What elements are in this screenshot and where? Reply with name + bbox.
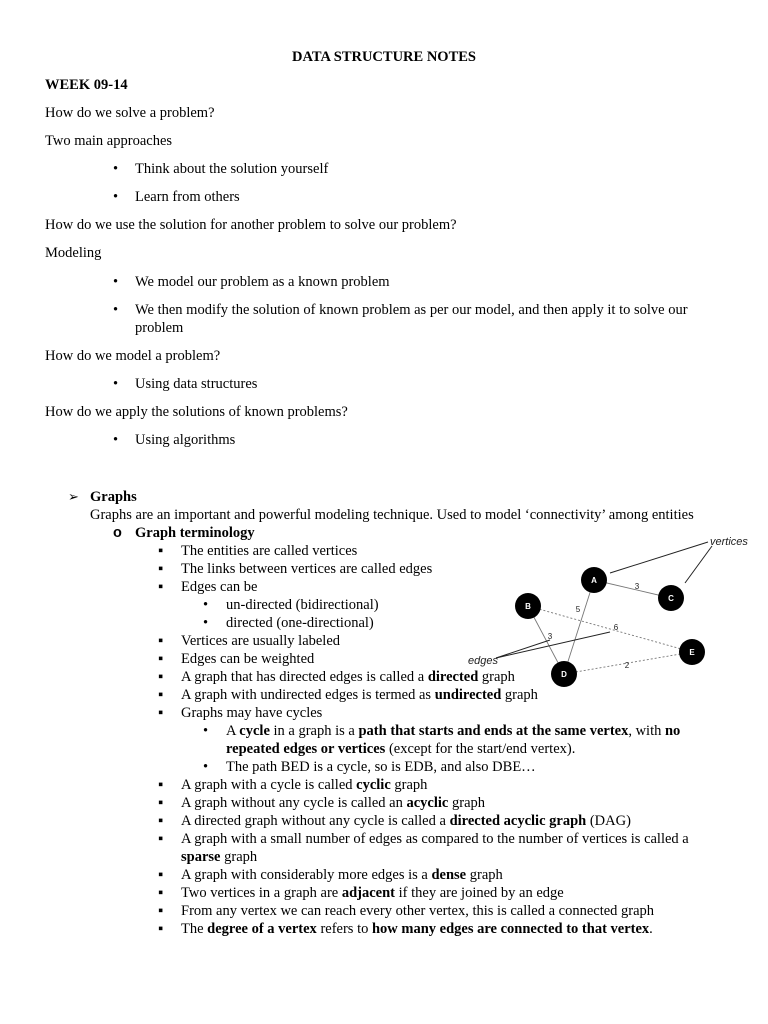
bullet-glyph: • — [203, 759, 209, 775]
square-bullet-icon: ▪ — [158, 795, 164, 811]
bold-term: how many edges are connected to that vertex — [371, 921, 650, 937]
question-apply-solutions: How do we apply the solutions of known problems? — [45, 404, 348, 420]
text-run: A graph that has directed edges is called a — [181, 669, 428, 685]
square-bullet-icon: ▪ — [158, 777, 164, 793]
bold-term: undirected — [434, 687, 502, 703]
text-run: Two vertices in a graph are — [181, 885, 342, 901]
bullet-glyph: • — [203, 597, 209, 613]
term-item — [181, 794, 485, 812]
weight-a-d: 5 — [575, 605, 581, 614]
weight-a-c: 3 — [634, 582, 640, 591]
text-run: A graph with undirected edges is termed as — [181, 687, 435, 703]
weight-b-d: 3 — [547, 632, 553, 641]
term-subitem — [226, 722, 680, 740]
arrow-bullet-icon: ➢ — [68, 489, 79, 504]
square-bullet-icon: ▪ — [158, 633, 164, 649]
text-run: refers to — [316, 921, 372, 937]
question-solve-problem: How do we solve a problem? — [45, 105, 215, 121]
weight-b-e: 6 — [613, 623, 619, 632]
graph-diagram — [460, 528, 760, 698]
bold-term: directed acyclic graph — [449, 813, 587, 829]
bullet-glyph: • — [113, 432, 119, 448]
vertices-pointer-a — [610, 542, 708, 573]
approach-item: Think about the solution yourself — [135, 161, 329, 177]
bold-term: acyclic — [406, 795, 449, 811]
modeling-label: Modeling — [45, 245, 102, 261]
square-bullet-icon: ▪ — [158, 903, 164, 919]
vertex-label-a: A — [591, 576, 597, 585]
square-bullet-icon: ▪ — [158, 561, 164, 577]
approach-item: Learn from others — [135, 189, 240, 205]
graphs-heading: Graphs — [90, 489, 137, 505]
graph-terminology-heading: Graph terminology — [135, 525, 255, 541]
term-item — [181, 866, 503, 884]
bullet-glyph: • — [113, 302, 119, 318]
text-run: in a graph is a — [269, 723, 359, 739]
document-title: DATA STRUCTURE NOTES — [292, 49, 476, 65]
circle-bullet-icon: o — [113, 525, 122, 541]
square-bullet-icon: ▪ — [158, 813, 164, 829]
vertex-label-b: B — [525, 602, 531, 611]
term-item — [181, 812, 631, 830]
text-run: A graph with considerably more edges is a — [181, 867, 432, 883]
term-subitem: The path BED is a cycle, so is EDB, and also DBE… — [226, 759, 536, 775]
vertex-label-e: E — [689, 648, 695, 657]
weight-d-e: 2 — [624, 661, 630, 670]
text-run: A graph with a cycle is called — [181, 777, 357, 793]
term-item — [181, 920, 653, 938]
text-run: if they are joined by an edge — [395, 885, 564, 901]
square-bullet-icon: ▪ — [158, 687, 164, 703]
bold-term: dense — [431, 867, 467, 883]
bullet-glyph: • — [203, 615, 209, 631]
vertex-label-c: C — [668, 594, 674, 603]
vertices-label: vertices — [710, 536, 748, 548]
term-item — [181, 884, 564, 902]
term-item: Edges can be — [181, 579, 258, 595]
text-run: graph — [466, 867, 503, 883]
term-subitem: un-directed (bidirectional) — [226, 597, 379, 613]
bullet-glyph: • — [113, 376, 119, 392]
vertex-label-d: D — [561, 670, 567, 679]
bold-term: directed — [427, 669, 479, 685]
modeling-item-continuation: problem — [135, 320, 184, 336]
model-item: Using data structures — [135, 376, 258, 392]
text-run: The — [181, 921, 208, 937]
edges-label: edges — [468, 655, 498, 667]
term-item-continuation — [181, 848, 257, 866]
bold-term: adjacent — [341, 885, 396, 901]
text-run: graph — [501, 687, 538, 703]
question-model-problem: How do we model a problem? — [45, 348, 221, 364]
approaches-label: Two main approaches — [45, 133, 173, 149]
square-bullet-icon: ▪ — [158, 543, 164, 559]
square-bullet-icon: ▪ — [158, 651, 164, 667]
square-bullet-icon: ▪ — [158, 669, 164, 685]
square-bullet-icon: ▪ — [158, 705, 164, 721]
term-item: The links between vertices are called edges — [181, 561, 433, 577]
term-item: From any vertex we can reach every other vertex, this is called a connected graph — [181, 903, 655, 919]
edge-a-d — [564, 580, 594, 674]
question-reuse-solution: How do we use the solution for another problem to solve our problem? — [45, 217, 457, 233]
term-item: Edges can be weighted — [181, 651, 315, 667]
term-item — [181, 776, 427, 794]
text-run: A graph without any cycle is called an — [181, 795, 407, 811]
bullet-glyph: • — [203, 723, 209, 739]
bullet-glyph: • — [113, 274, 119, 290]
bold-term: degree of a vertex — [207, 921, 317, 937]
text-run: graph — [220, 849, 258, 865]
text-run: , with — [628, 723, 665, 739]
text-run: (DAG) — [586, 813, 631, 829]
text-run: graph — [478, 669, 515, 685]
term-subitem: directed (one-directional) — [226, 615, 374, 631]
square-bullet-icon: ▪ — [158, 885, 164, 901]
text-run: graph — [390, 777, 428, 793]
modeling-item: We then modify the solution of known problem as per our model, and then apply it to solve our — [135, 302, 688, 318]
vertices-pointer-c — [685, 546, 712, 583]
term-subitem-continuation — [226, 740, 575, 758]
bold-term: no — [664, 723, 681, 739]
bold-term: repeated edges or vertices — [226, 741, 386, 757]
term-item: Graphs may have cycles — [181, 705, 323, 721]
term-item: The entities are called vertices — [181, 543, 358, 559]
text-run: A directed graph without any cycle is called a — [181, 813, 450, 829]
week-heading: WEEK 09-14 — [45, 77, 128, 93]
graphs-intro: Graphs are an important and powerful modeling technique. Used to model ‘connectivity’ among entities — [90, 507, 694, 523]
term-item: A graph with a small number of edges as compared to the number of vertices is called a — [181, 831, 689, 847]
square-bullet-icon: ▪ — [158, 921, 164, 937]
text-run: A — [226, 723, 240, 739]
bullet-glyph: • — [113, 189, 119, 205]
modeling-item: We model our problem as a known problem — [135, 274, 390, 290]
square-bullet-icon: ▪ — [158, 831, 164, 847]
bold-term: cycle — [239, 723, 270, 739]
edges-pointer-1 — [496, 640, 550, 658]
text-run: (except for the start/end vertex). — [385, 741, 576, 757]
bold-term: sparse — [181, 849, 221, 865]
term-item: Vertices are usually labeled — [181, 633, 341, 649]
apply-item: Using algorithms — [135, 432, 236, 448]
bold-term: cyclic — [356, 777, 391, 793]
text-run: graph — [448, 795, 486, 811]
text-run: . — [649, 921, 653, 937]
square-bullet-icon: ▪ — [158, 579, 164, 595]
square-bullet-icon: ▪ — [158, 867, 164, 883]
bold-term: path that starts and ends at the same vertex — [358, 723, 629, 739]
bullet-glyph: • — [113, 161, 119, 177]
